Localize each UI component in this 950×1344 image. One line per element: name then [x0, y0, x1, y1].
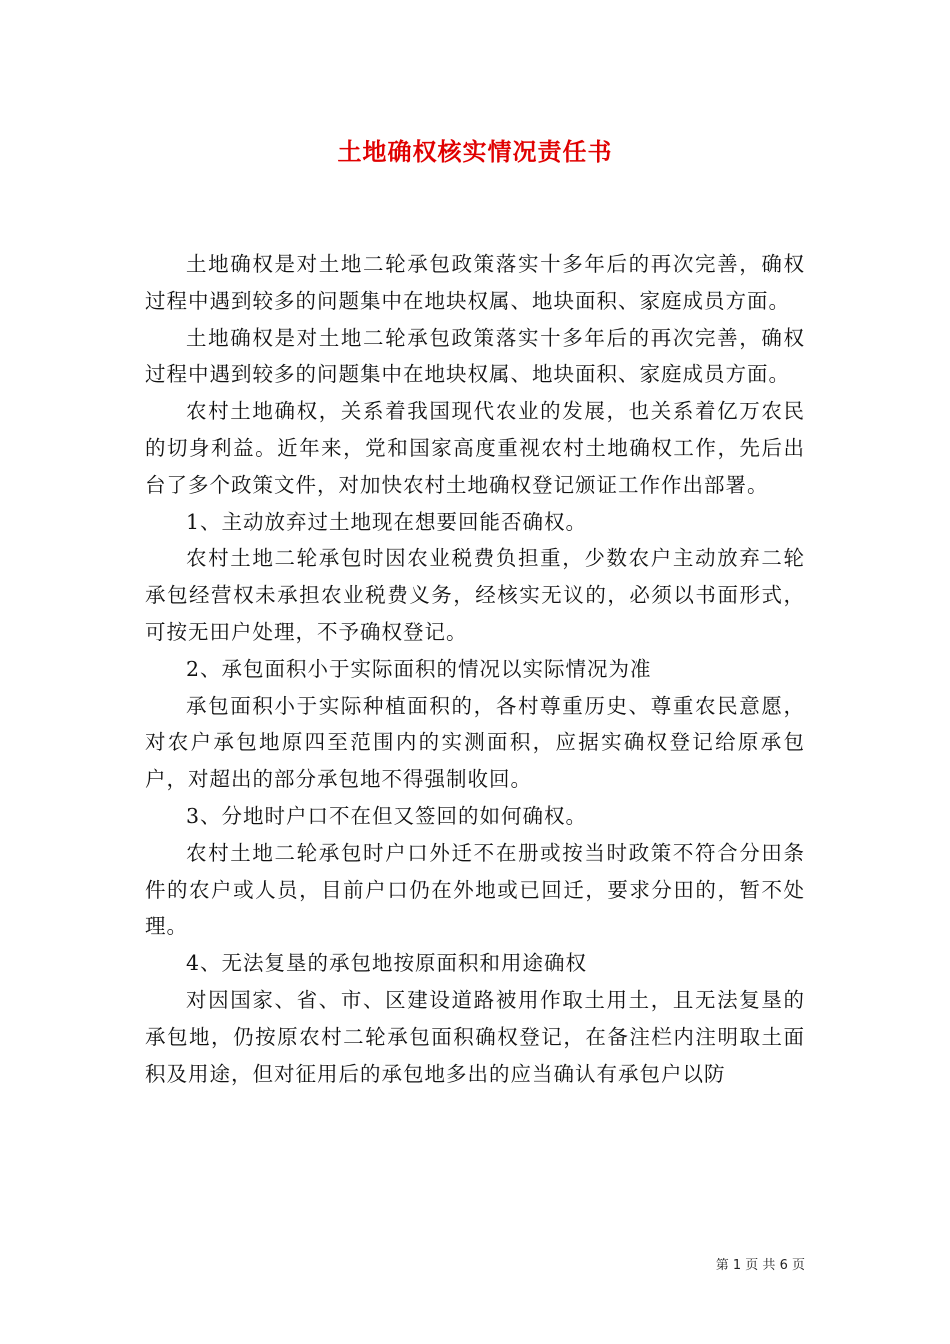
paragraph: 土地确权是对土地二轮承包政策落实十多年后的再次完善，确权过程中遇到较多的问题集中在地块权属、地块面积、家庭成员方面。: [145, 325, 805, 387]
paragraph: 农村土地二轮承包时因农业税费负担重，少数农户主动放弃二轮承包经营权未承担农业税费义务，经核实无议的，必须以书面形式，可按无田户处理，不予确权登记。: [145, 546, 805, 644]
footer-prefix: 第: [715, 1258, 729, 1273]
footer-suffix: 页: [791, 1258, 805, 1273]
paragraph: 土地确权是对土地二轮承包政策落实十多年后的再次完善，确权过程中遇到较多的问题集中在地块权属、地块面积、家庭成员方面。: [145, 252, 805, 313]
document-title: 土地确权核实情况责任书: [337, 137, 613, 166]
paragraph: 对因国家、省、市、区建设道路被用作取土用土，且无法复垦的承包地，仍按原农村二轮承包面积确权登记，在备注栏内注明取土面积及用途，但对征用后的承包地多出的应当确认有承包户以防: [145, 987, 805, 1086]
document-body: [145, 246, 805, 1092]
page-number-footer: [716, 1254, 805, 1273]
footer-current-page: 1: [732, 1258, 742, 1273]
section-heading: 1、主动放弃过土地现在想要回能否确权。: [186, 509, 588, 534]
section-heading: 4、无法复垦的承包地按原面积和用途确权: [186, 951, 588, 976]
footer-total-pages: 6: [779, 1258, 788, 1273]
footer-middle: 页 共: [745, 1258, 776, 1273]
section-heading: 2、承包面积小于实际面积的情况以实际情况为准: [186, 656, 652, 681]
paragraph: 农村土地二轮承包时户口外迁不在册或按当时政策不符合分田条件的农户或人员，目前户口仍在外地或已回迁，要求分田的，暂不处理。: [145, 840, 805, 939]
paragraph: 农村土地确权，关系着我国现代农业的发展，也关系着亿万农民的切身利益。近年来，党和国家高度重视农村土地确权工作，先后出台了多个政策文件，对加快农村土地确权登记颁证工作作出部署。: [145, 399, 805, 497]
paragraph: 承包面积小于实际种植面积的，各村尊重历史、尊重农民意愿，对农户承包地原四至范围内的实测面积，应据实确权登记给原承包户，对超出的部分承包地不得强制收回。: [145, 693, 805, 792]
section-heading: 3、分地时户口不在但又签回的如何确权。: [186, 803, 588, 828]
